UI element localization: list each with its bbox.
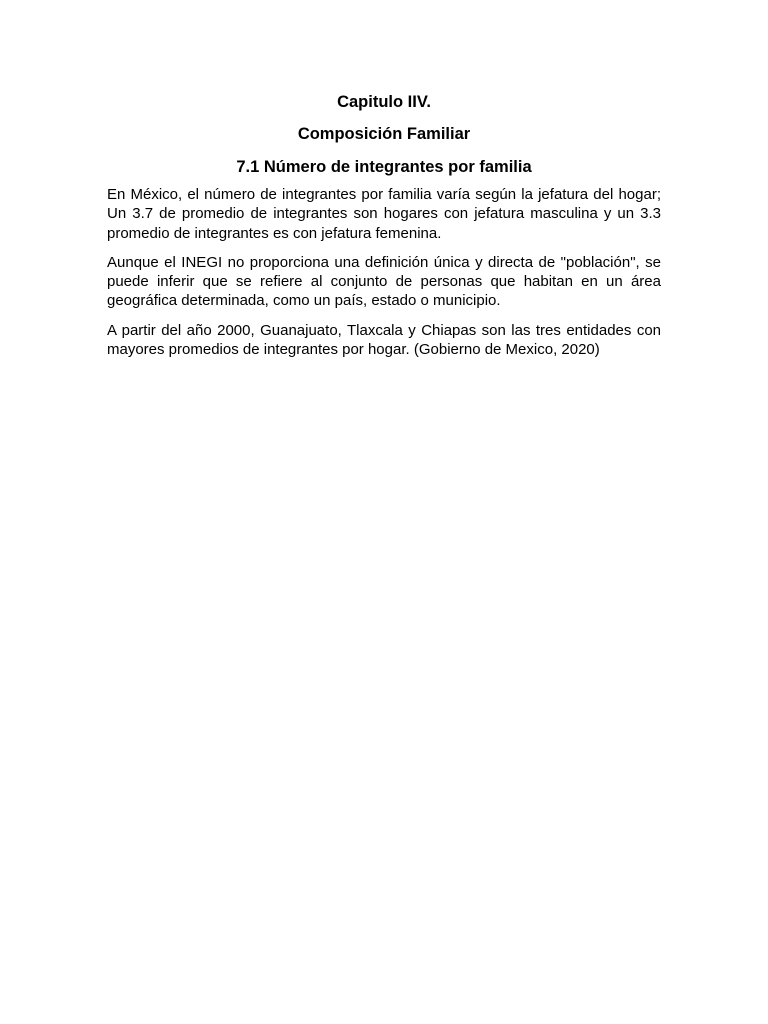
paragraph-population-definition: Aunque el INEGI no proporciona una definición única y directa de "población", se puede inferir que se refiere al conjunto de personas que habitan en un área geográfica determinada, como un país, estado o municipio. xyxy=(107,253,661,310)
document-content xyxy=(107,92,661,369)
subsection-title: 7.1 Número de integrantes por familia xyxy=(236,158,532,176)
paragraph-household-size: En México, el número de integrantes por familia varía según la jefatura del hogar; Un 3.7 de promedio de integrantes son hogares con jefatura masculina y un 3.3 promedio de integrantes es con jefatura femenina. xyxy=(107,186,661,242)
section-title: Composición Familiar xyxy=(297,125,471,143)
chapter-title: Capitulo IIV. xyxy=(337,93,431,111)
paragraph-states-ranking: A partir del año 2000, Guanajuato, Tlaxcala y Chiapas son las tres entidades con mayores promedios de integrantes por hogar. (Gobierno de Mexico, 2020) xyxy=(107,321,661,359)
